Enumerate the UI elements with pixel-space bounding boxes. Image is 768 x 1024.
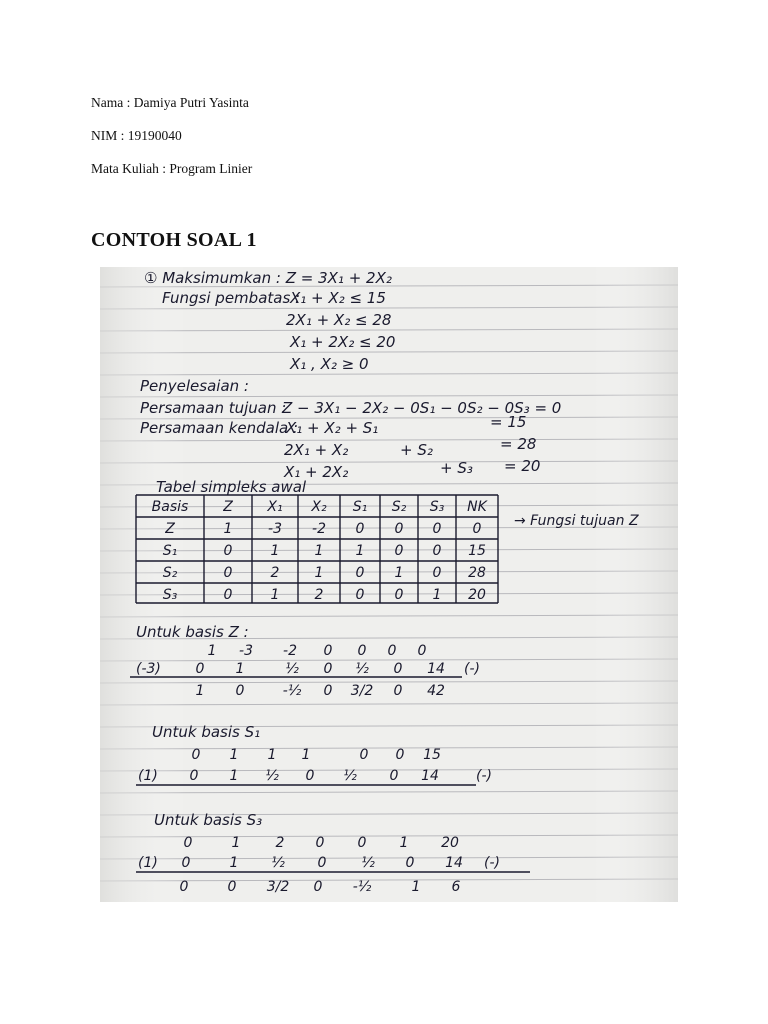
table-cell: 1 <box>314 543 324 559</box>
basis-s3-row1-cell: 20 <box>441 835 459 851</box>
table-cell: S₂ <box>162 565 178 581</box>
basis-s3-row1-cell: 1 <box>399 835 409 851</box>
table-cell: 0 <box>355 521 365 537</box>
basis-s3-result-cell: 0 <box>179 879 189 895</box>
basis-s3-row2-cell: 0 <box>181 855 191 871</box>
table-cell: Z <box>165 521 175 537</box>
objective-eq-label: Persamaan tujuan : <box>140 399 287 417</box>
basis-s1-row1-cell: 1 <box>301 747 311 763</box>
eq-k1-rhs: = 15 <box>490 413 527 431</box>
eq-k2-rhs: = 28 <box>500 435 537 453</box>
constraint-1: X₁ + X₂ ≤ 15 <box>290 289 386 307</box>
basis-s3-result-cell: 0 <box>227 879 237 895</box>
table-cell: 0 <box>394 543 404 559</box>
table-arrow-note: → Fungsi tujuan Z <box>514 513 639 529</box>
basis-s3-row1-cell: 0 <box>315 835 325 851</box>
objective-equation: Z − 3X₁ − 2X₂ − 0S₁ − 0S₂ − 0S₃ = 0 <box>282 399 562 417</box>
basis-s1-row2-cell: 14 <box>421 768 439 784</box>
table-header-cell: X₁ <box>267 499 283 515</box>
basis-z-result-cell: 0 <box>235 683 245 699</box>
table-cell: 1 <box>394 565 404 581</box>
basis-s1-row2-cell: ½ <box>265 768 279 784</box>
basis-z-row2-cell: 0 <box>323 661 333 677</box>
constraints-label: Fungsi pembatas : <box>162 289 301 307</box>
table-header-cell: Z <box>223 499 233 515</box>
constraint-3: X₁ + 2X₂ ≤ 20 <box>290 333 396 351</box>
basis-z-result-cell: 0 <box>323 683 333 699</box>
basis-z-result-cell: 1 <box>195 683 205 699</box>
table-cell: 1 <box>270 587 280 603</box>
basis-z-row2-cell: 0 <box>393 661 403 677</box>
basis-z-row2-cell: ½ <box>285 661 299 677</box>
basis-z-row2-cell: ½ <box>355 661 369 677</box>
basis-z-row2-cell: 14 <box>427 661 445 677</box>
eq-k1: X₁ + X₂ + S₁ <box>286 419 379 437</box>
basis-s3-result-cell: 0 <box>313 879 323 895</box>
basis-s3-row1-cell: 0 <box>183 835 193 851</box>
basis-s3-row2-cell: 1 <box>229 855 239 871</box>
basis-s3-row2-cell: ½ <box>271 855 285 871</box>
basis-z-label: Untuk basis Z : <box>136 623 249 641</box>
basis-s1-row2-cell: ½ <box>343 768 357 784</box>
eq-k3: X₁ + 2X₂ <box>284 463 349 481</box>
basis-s1-row2-cell: 0 <box>189 768 199 784</box>
table-cell: 0 <box>223 543 233 559</box>
basis-z-row1-cell: 0 <box>323 643 333 659</box>
table-cell: 1 <box>314 565 324 581</box>
table-cell: 20 <box>468 587 486 603</box>
course-name: Mata Kuliah : Program Linier <box>91 161 253 176</box>
table-cell: -3 <box>268 521 282 537</box>
basis-s1-row1-cell: 15 <box>423 747 441 763</box>
table-cell: 0 <box>223 587 233 603</box>
basis-z-row1-cell: 0 <box>387 643 397 659</box>
table-label: Tabel simpleks awal <box>156 478 307 496</box>
table-cell: 0 <box>432 543 442 559</box>
basis-s1-row1-cell: 0 <box>191 747 201 763</box>
table-cell: 15 <box>468 543 486 559</box>
table-header-cell: S₃ <box>429 499 445 515</box>
eq-k3-slack: + S₃ <box>440 459 473 477</box>
eq-k2-slack: + S₂ <box>400 441 433 459</box>
basis-s1-multiplier: (1) <box>138 768 158 784</box>
table-cell: 0 <box>432 565 442 581</box>
table-cell: -2 <box>312 521 326 537</box>
table-header-cell: Basis <box>151 499 189 515</box>
basis-s3-row1-cell: 1 <box>231 835 241 851</box>
table-cell: 1 <box>432 587 442 603</box>
student-name: Nama : Damiya Putri Yasinta <box>91 95 249 110</box>
basis-z-row2-cell: 0 <box>195 661 205 677</box>
constraint-2: 2X₁ + X₂ ≤ 28 <box>286 311 392 329</box>
basis-s3-result-cell: -½ <box>352 879 372 895</box>
basis-s3-row2-cell: 0 <box>405 855 415 871</box>
basis-s1-label: Untuk basis S₁ <box>152 723 261 741</box>
basis-s1-operator: (-) <box>476 768 492 784</box>
basis-s3-row2-cell: 14 <box>445 855 463 871</box>
basis-s3-row1-cell: 2 <box>275 835 285 851</box>
basis-s3-result-cell: 6 <box>451 879 461 895</box>
basis-s1-row2-cell: 0 <box>305 768 315 784</box>
table-header-cell: X₂ <box>311 499 327 515</box>
table-header-cell: NK <box>467 499 487 515</box>
basis-z-row1-cell: 1 <box>207 643 217 659</box>
basis-s3-row2-cell: ½ <box>361 855 375 871</box>
basis-s3-row2-cell: 0 <box>317 855 327 871</box>
table-cell: S₁ <box>162 543 178 559</box>
basis-z-multiplier: (-3) <box>136 661 161 677</box>
table-header-cell: S₁ <box>352 499 368 515</box>
table-cell: 2 <box>270 565 280 581</box>
table-cell: 0 <box>394 521 404 537</box>
constraint-4: X₁ , X₂ ≥ 0 <box>290 355 369 373</box>
solution-label: Penyelesaian : <box>140 377 249 395</box>
table-cell: 1 <box>270 543 280 559</box>
basis-s1-row1-cell: 0 <box>395 747 405 763</box>
basis-s3-multiplier: (1) <box>138 855 158 871</box>
table-cell: 0 <box>355 565 365 581</box>
table-cell: 0 <box>355 587 365 603</box>
basis-z-row1-cell: -3 <box>239 643 253 659</box>
table-header-cell: S₂ <box>391 499 407 515</box>
basis-s1-row1-cell: 0 <box>359 747 369 763</box>
basis-s3-operator: (-) <box>484 855 500 871</box>
table-cell: 1 <box>355 543 365 559</box>
basis-s3-result-cell: 1 <box>411 879 421 895</box>
basis-z-row1-cell: 0 <box>357 643 367 659</box>
table-cell: 28 <box>468 565 486 581</box>
objective-text: ① Maksimumkan : Z = 3X₁ + 2X₂ <box>144 269 392 287</box>
table-cell: 0 <box>432 521 442 537</box>
table-cell: 0 <box>394 587 404 603</box>
basis-z-operator: (-) <box>464 661 480 677</box>
handwritten-notes-photo <box>100 267 678 902</box>
basis-z-row1-cell: 0 <box>417 643 427 659</box>
table-cell: 1 <box>223 521 233 537</box>
basis-z-row1-cell: -2 <box>283 643 297 659</box>
basis-z-result-cell: 42 <box>427 683 445 699</box>
basis-s3-label: Untuk basis S₃ <box>154 811 263 829</box>
basis-s1-row1-cell: 1 <box>267 747 277 763</box>
table-cell: 0 <box>472 521 482 537</box>
eq-k2: 2X₁ + X₂ <box>284 441 349 459</box>
basis-z-row2-cell: 1 <box>235 661 245 677</box>
basis-z-result-cell: -½ <box>282 683 302 699</box>
basis-s1-row2-cell: 1 <box>229 768 239 784</box>
basis-s3-result-cell: 3/2 <box>266 879 290 895</box>
table-cell: S₃ <box>162 587 178 603</box>
basis-z-result-cell: 3/2 <box>350 683 374 699</box>
student-nim: NIM : 19190040 <box>91 128 182 143</box>
page-title: CONTOH SOAL 1 <box>91 229 257 251</box>
basis-s1-row2-cell: 0 <box>389 768 399 784</box>
basis-s3-row1-cell: 0 <box>357 835 367 851</box>
eq-k3-rhs: = 20 <box>504 457 541 475</box>
constraint-eq-label: Persamaan kendala : <box>140 419 299 437</box>
basis-s1-row1-cell: 1 <box>229 747 239 763</box>
table-cell: 0 <box>223 565 233 581</box>
basis-z-result-cell: 0 <box>393 683 403 699</box>
table-cell: 2 <box>314 587 324 603</box>
